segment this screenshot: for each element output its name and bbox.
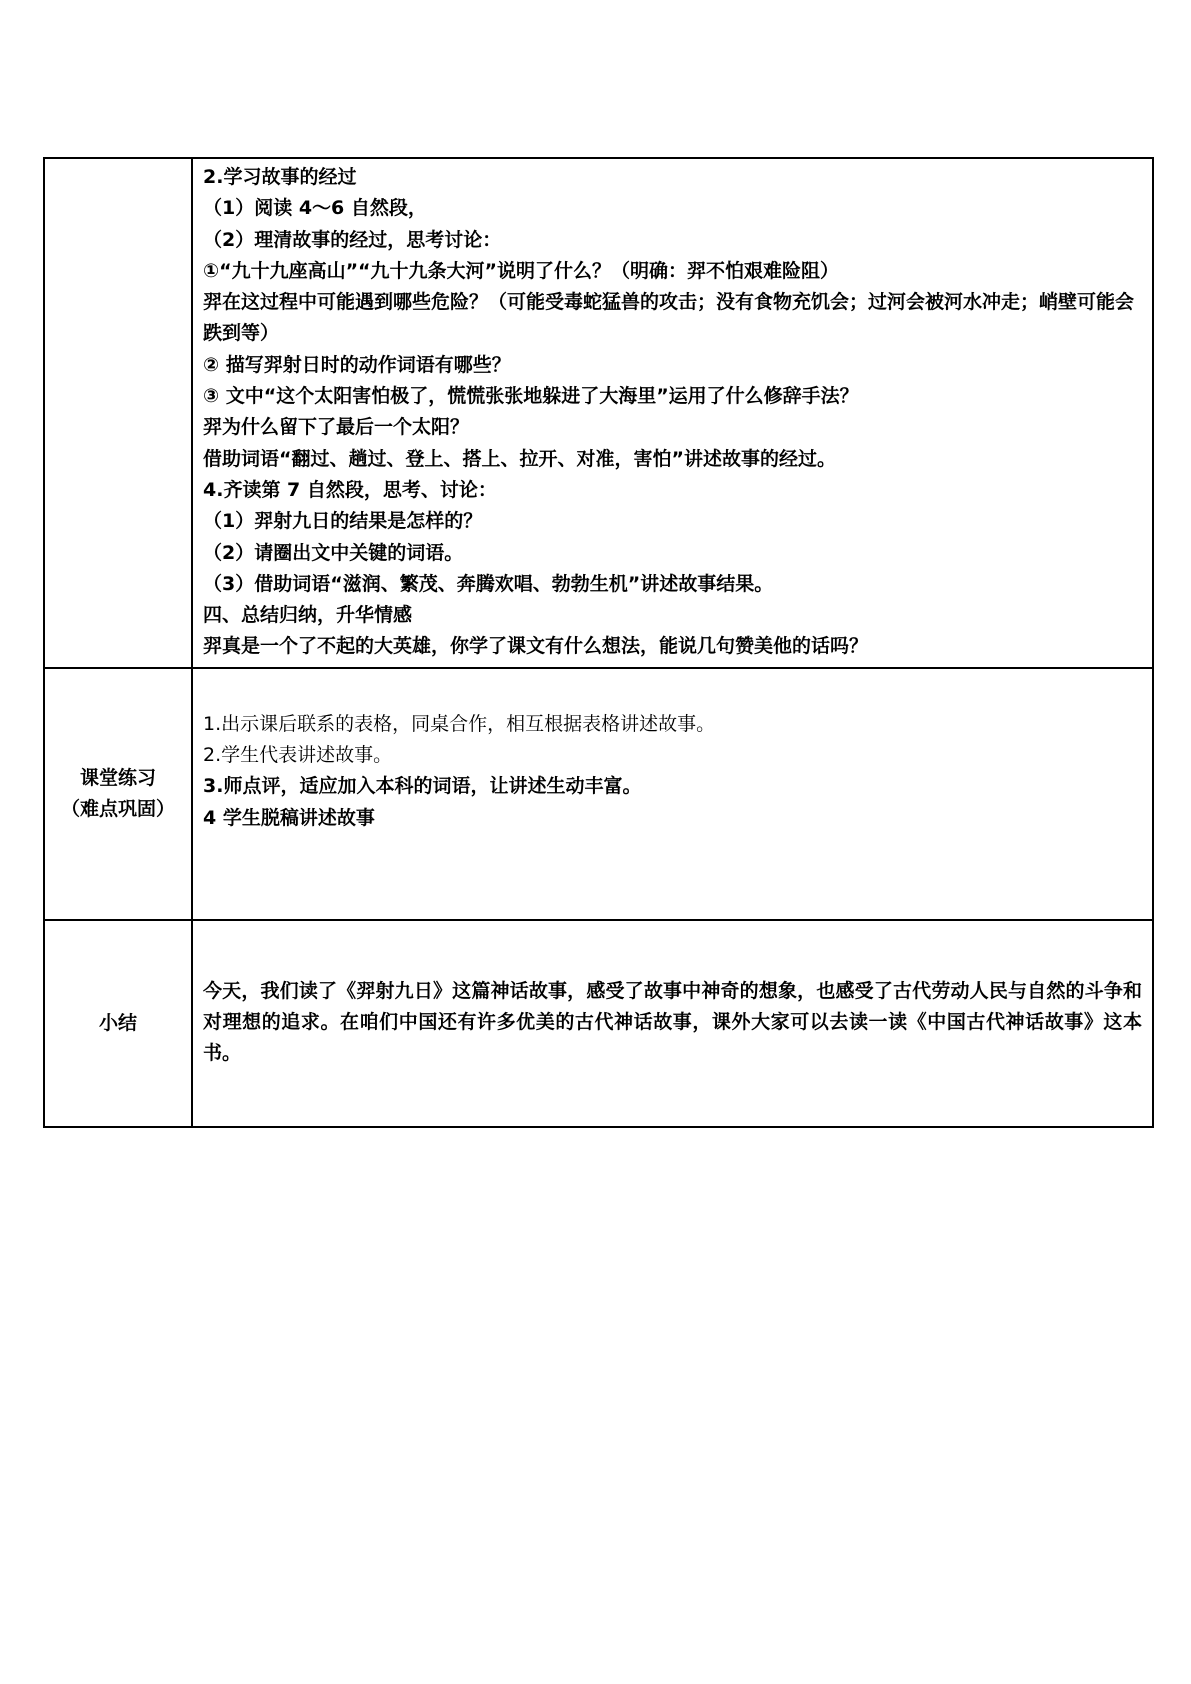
procedure-line: （1）羿射九日的结果是怎样的？ (203, 510, 483, 533)
practice-label-line1: 课堂练习 (79, 766, 156, 789)
summary-text: 今天，我们读了《羿射九日》这篇神话故事，感受了故事中神奇的想象，也感受了古代劳动人民与自然的斗争和对理想的追求。在咱们中国还有许多优美的古代神话故事，课外大家可以去读一读《中国古代神话故事》这本书。 (203, 979, 1142, 1065)
procedure-line: （1）阅读 4～6 自然段， (203, 197, 427, 220)
procedure-line: ③ 文中“这个太阳害怕极了，慌慌张张地躲进了大海里”运用了什么修辞手法？ (203, 385, 859, 408)
practice-line: 3.师点评，适应加入本科的词语，让讲述生动丰富。 (203, 775, 642, 798)
table-row-procedure (44, 158, 1153, 668)
procedure-line: 羿在这过程中可能遇到哪些危险？（可能受毒蛇猛兽的攻击；没有食物充饥会；过河会被河水冲走；峭壁可能会跌到等） (203, 291, 1135, 345)
procedure-line: 羿真是一个了不起的大英雄，你学了课文有什么想法，能说几句赞美他的话吗？ (203, 635, 869, 658)
lesson-plan-table (43, 157, 1154, 1128)
summary-label: 小结 (44, 920, 192, 1127)
procedure-content (192, 158, 1153, 668)
table-row-practice (44, 668, 1153, 920)
procedure-line: 羿为什么留下了最后一个太阳？ (203, 416, 470, 439)
procedure-line: 借助词语“翻过、趟过、登上、搭上、拉开、对准，害怕”讲述故事的经过。 (203, 447, 836, 470)
procedure-line: 4.齐读第 7 自然段，思考、讨论： (203, 478, 497, 501)
procedure-line: （3）借助词语“滋润、繁茂、奔腾欢唱、勃勃生机”讲述故事结果。 (203, 572, 774, 595)
row-label-empty (44, 158, 192, 668)
procedure-line: ② 描写羿射日时的动作词语有哪些？ (203, 353, 511, 376)
practice-line: 2.学生代表讲述故事。 (203, 744, 393, 767)
practice-line: 4 学生脱稿讲述故事 (203, 806, 375, 829)
procedure-line: ①“九十九座高山”“九十九条大河”说明了什么？（明确：羿不怕艰难险阻） (203, 259, 840, 282)
practice-content (192, 668, 1153, 920)
summary-content (192, 920, 1153, 1127)
practice-label-line2: （难点巩固） (60, 797, 175, 820)
practice-line: 1.出示课后联系的表格，同桌合作，相互根据表格讲述故事。 (203, 712, 716, 735)
table-row-summary (44, 920, 1153, 1127)
procedure-line: （2）理清故事的经过，思考讨论： (203, 228, 502, 251)
procedure-line: 四、总结归纳，升华情感 (203, 604, 413, 627)
procedure-line: 2.学习故事的经过 (203, 166, 357, 188)
procedure-line: （2）请圈出文中关键的词语。 (203, 541, 464, 564)
practice-label (44, 668, 192, 920)
